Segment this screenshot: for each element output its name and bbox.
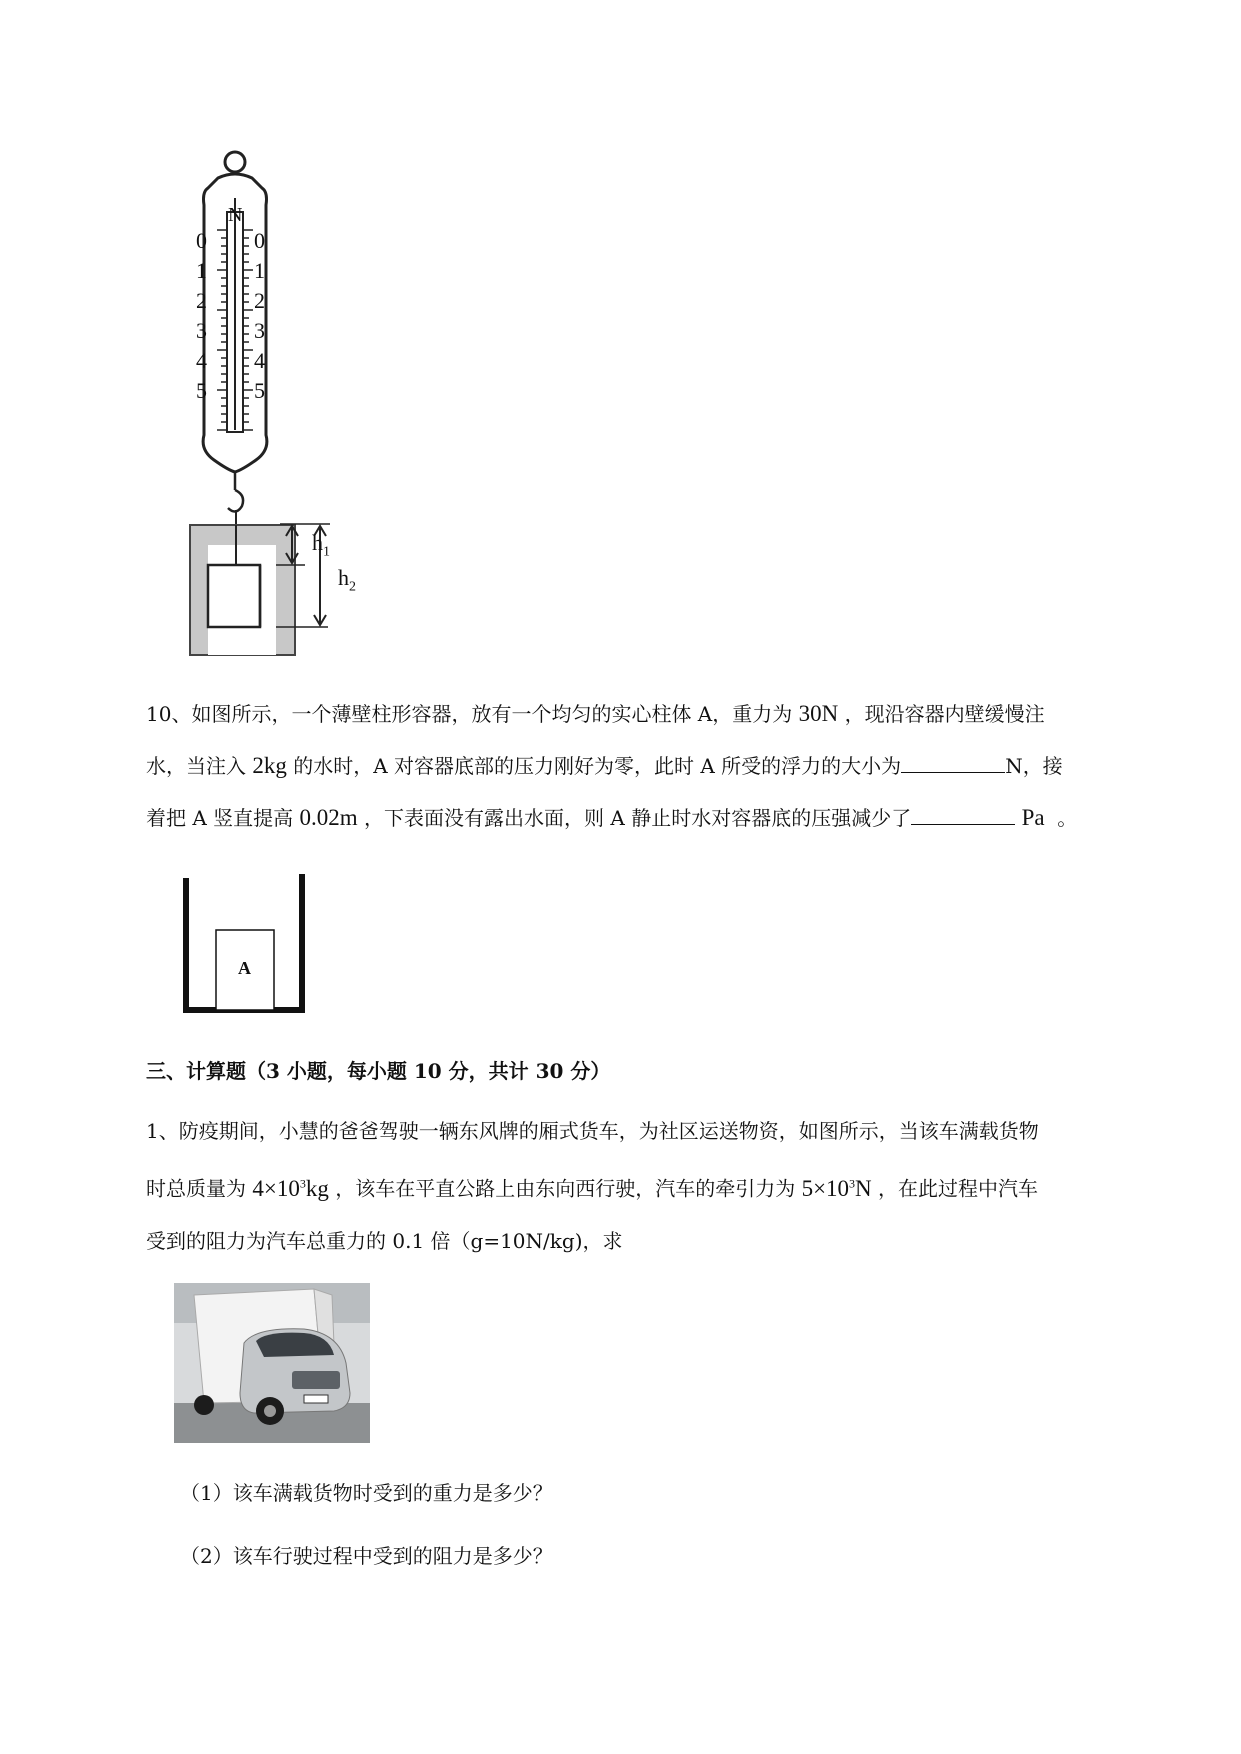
q1-sub-2: （2）该车行驶过程中受到的阻力是多少？ <box>180 1544 553 1568</box>
tick-label: 2 <box>196 288 207 313</box>
q1-line-2: 时总质量为 $4\times 10^3kg$ ，该车在平直公路上由东向西行驶，汽车的牵引力为 $5\times 10^3N$ ，在此过程中汽车 <box>146 1175 1039 1201</box>
scale-right-ticks <box>254 226 265 406</box>
tick-label: 4 <box>254 348 265 373</box>
tick-label: 0 <box>196 228 207 253</box>
block-a-label: A <box>238 958 251 978</box>
tick-label: 5 <box>254 378 265 403</box>
q10-line-3: 着把 A 竖直提高 0.02m ，下表面没有露出水面，则 A 静止时水对容器底的压强减少了 Pa 。 <box>146 792 1156 844</box>
container-figure <box>180 870 320 1020</box>
mass-value: 2kg <box>252 753 287 778</box>
q1-line-1: 1、防疫期间，小慧的爸爸驾驶一辆东风牌的厢式货车，为社区运送物资，如图所示，当该车满载货物 <box>146 1119 1039 1143</box>
q10-line-1: 10、如图所示，一个薄壁柱形容器，放有一个均匀的实心柱体 A，重力为 30N ，现沿容器内壁缓慢注 <box>146 701 1045 726</box>
force-expression: $5\times 10^3N$ <box>801 1175 872 1201</box>
tick-label: 0 <box>254 228 265 253</box>
height-value: 0.02m <box>299 805 358 830</box>
scale-unit-label: N <box>228 204 243 226</box>
truck-photo <box>174 1283 370 1443</box>
answer-blank-1[interactable] <box>901 750 1005 773</box>
tick-label: 4 <box>196 348 207 373</box>
tick-label: 2 <box>254 288 265 313</box>
pressure-unit: Pa <box>1021 805 1045 830</box>
scale-left-ticks <box>196 226 207 406</box>
mass-expression: $4\times 10^3kg$ <box>252 1175 329 1201</box>
q1-line-3: 受到的阻力为汽车总重力的 0.1 倍（g=10N/kg)，求 <box>146 1228 623 1253</box>
h1-label: $h_1$ <box>312 530 330 560</box>
question-10 <box>146 688 1156 844</box>
tick-label: 1 <box>254 258 265 283</box>
q1-sub-1: （1）该车满载货物时受到的重力是多少？ <box>180 1481 553 1505</box>
tick-label: 3 <box>196 318 207 343</box>
question-1 <box>146 1105 1156 1267</box>
tick-label: 1 <box>196 258 207 283</box>
h2-label: $h_2$ <box>338 565 356 595</box>
answer-blank-2[interactable] <box>911 802 1015 825</box>
q10-line-2: 水，当注入 2kg 的水时，A 对容器底部的压力刚好为零，此时 A 所受的浮力的大小为 N，接 <box>146 740 1156 792</box>
tick-label: 5 <box>196 378 207 403</box>
section-title: 三、计算题（3 小题，每小题 10 分，共计 30 分） <box>146 1059 611 1083</box>
weight-value: 30N <box>798 701 839 726</box>
tick-label: 3 <box>254 318 265 343</box>
